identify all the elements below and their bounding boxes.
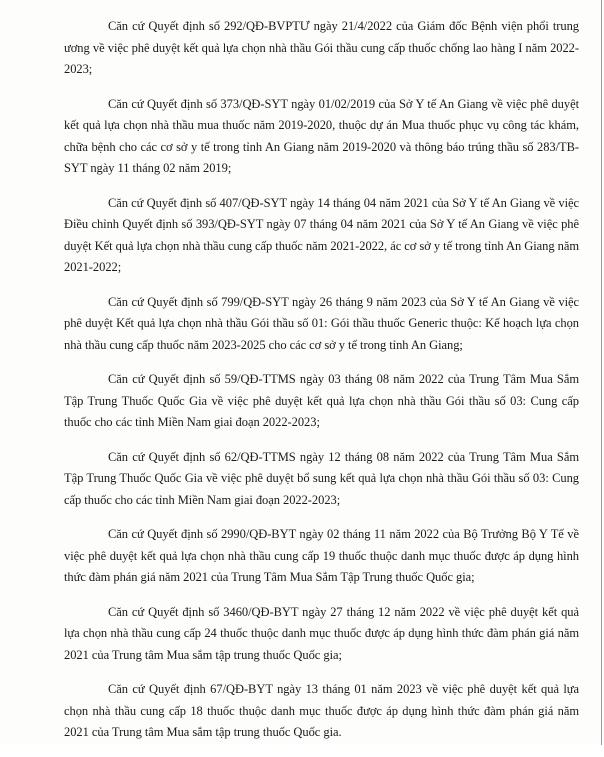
paragraph-decision-67: Căn cứ Quyết định 67/QĐ-BYT ngày 13 tháng 01 năm 2023 về việc phê duyệt kết quả lựa chọn nhà thầu cung cấp 18 thuốc thuộc danh mục thuốc được áp dụng hình thức đàm phán giá năm 2021 của Trung tâm Mua sắm tập trung thuốc Quốc gia. (64, 682, 579, 739)
paragraph-decision-292: Căn cứ Quyết định số 292/QĐ-BVPTƯ ngày 21/4/2022 của Giám đốc Bệnh viện phổi trung ương về việc phê duyệt kết quả lựa chọn nhà thầu Gói thầu cung cấp thuốc chống lao hàng I năm 2022-2023; (64, 19, 579, 76)
paragraph-decision-2990: Căn cứ Quyết định số 2990/QĐ-BYT ngày 02 tháng 11 năm 2022 của Bộ Trưởng Bộ Y Tế về việc phê duyệt kết quả lựa chọn nhà thầu cung cấp 19 thuốc thuộc danh mục thuốc được áp dụng hình thức đàm phán giá năm 2021 của Trung Tâm Mua Sắm Tập Trung thuốc Quốc gia; (64, 527, 579, 584)
paragraph-decision-62: Căn cứ Quyết định số 62/QĐ-TTMS ngày 12 tháng 08 năm 2022 của Trung Tâm Mua Sắm Tập Trung Thuốc Quốc Gia về việc phê duyệt bổ sung kết quả lựa chọn nhà thầu Gói thầu số 03: Cung cấp thuốc cho các tỉnh Miền Nam giai đoạn 2022-2023; (64, 449, 579, 507)
paragraph-decision-799: Căn cứ Quyết định số 799/QĐ-SYT ngày 26 tháng 9 năm 2023 của Sở Y tế An Giang về việc phê duyệt Kết quả lựa chọn nhà thầu Gói thầu số 01: Gói thầu thuốc Generic thuộc: Kế hoạch lựa chọn nhà thầu cung cấp thuốc năm 2023-2025 cho các cơ sở y tế trong tỉnh An Giang; (64, 294, 579, 352)
page-edge-divider (601, 0, 602, 745)
paragraph-decision-407: Căn cứ Quyết định số 407/QĐ-SYT ngày 14 tháng 04 năm 2021 của Sở Y tế An Giang về việc Điều chỉnh Quyết định số 393/QĐ-SYT ngày 07 tháng 04 năm 2021 của Sở Y tế An Giang về việc phê duyệt Kết quả lựa chọn nhà thầu cung cấp thuốc năm 2021-2022, ác cơ sở y tế trong tỉnh An Giang năm 2021-2022; (64, 195, 579, 274)
paragraph-decision-59: Căn cứ Quyết định số 59/QĐ-TTMS ngày 03 tháng 08 năm 2022 của Trung Tâm Mua Sắm Tập Trung Thuốc Quốc Gia về việc phê duyệt kết quả lựa chọn nhà thầu Gói thầu số 03: Cung cấp thuốc cho các tỉnh Miền Nam giai đoạn 2022-2023; (64, 372, 579, 429)
paragraph-decision-3460: Căn cứ Quyết định số 3460/QĐ-BYT ngày 27 tháng 12 năm 2022 về việc phê duyệt kết quả lựa chọn nhà thầu cung cấp 24 thuốc thuộc danh mục thuốc được áp dụng hình thức đàm phán giá năm 2021 của Trung tâm Mua sắm tập trung thuốc Quốc gia; (64, 604, 579, 662)
document-body (64, 16, 579, 757)
paragraph-decision-373: Căn cứ Quyết định số 373/QĐ-SYT ngày 01/02/2019 của Sở Y tế An Giang về việc phê duyệt kết quả lựa chọn nhà thầu mua thuốc năm 2019-2020, thuộc dự án Mua thuốc phục vụ công tác khám, chữa bệnh cho các cơ sở y tế trong tỉnh An Giang năm 2019-2020 và thông báo trúng thầu số 283/TB-SYT ngày 11 tháng 02 năm 2019; (64, 96, 579, 175)
